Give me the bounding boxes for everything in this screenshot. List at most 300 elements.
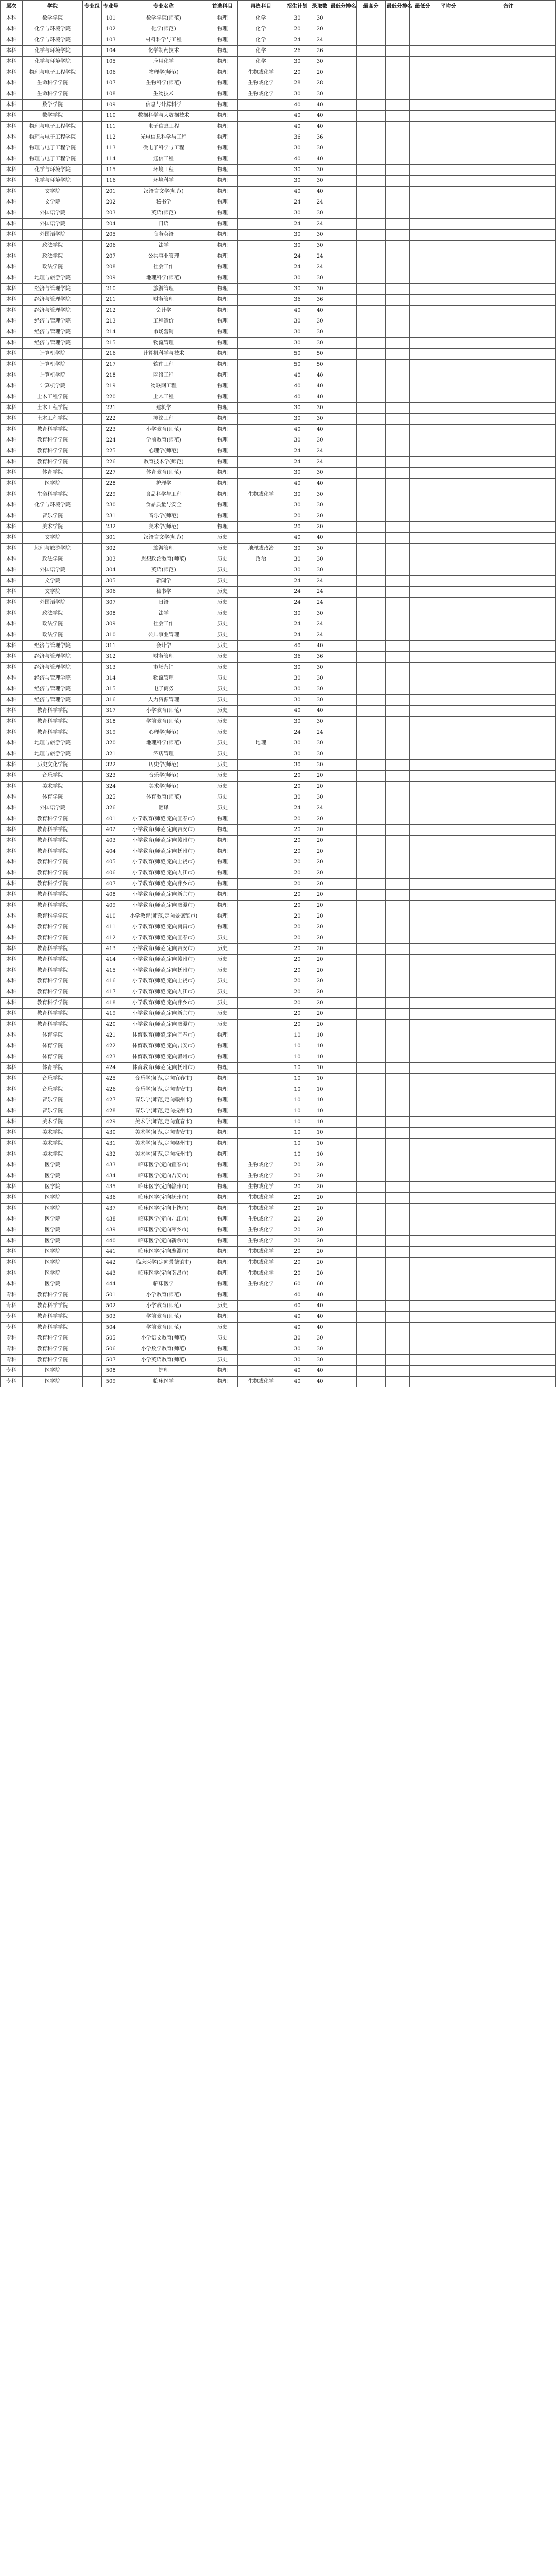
cell-level: 本科 — [1, 154, 23, 165]
cell-min-score — [409, 435, 436, 446]
cell-level: 本科 — [1, 695, 23, 706]
cell-max-score — [357, 251, 386, 262]
cell-max-score — [357, 868, 386, 879]
cell-plan: 10 — [284, 1117, 310, 1128]
cell-major-code: 430 — [101, 1128, 120, 1139]
cell-max-score — [357, 338, 386, 349]
cell-level: 本科 — [1, 262, 23, 273]
cell-major-code: 441 — [101, 1247, 120, 1258]
cell-avg-score — [436, 890, 461, 901]
cell-min-score — [409, 57, 436, 67]
cell-major-name: 环境科学 — [120, 176, 207, 187]
cell-secondary-subject — [238, 349, 284, 360]
cell-college: 医学院 — [22, 1204, 83, 1214]
cell-remarks — [461, 327, 556, 338]
cell-min-rank — [329, 35, 356, 46]
cell-major-code: 501 — [101, 1290, 120, 1301]
cell-remarks — [461, 879, 556, 890]
cell-remarks — [461, 565, 556, 576]
cell-primary-subject: 物理 — [207, 511, 238, 522]
cell-primary-subject: 历史 — [207, 684, 238, 695]
cell-major-code: 103 — [101, 35, 120, 46]
cell-plan: 40 — [284, 1290, 310, 1301]
cell-major-name: 小学教育(师范,定向九江市) — [120, 987, 207, 998]
cell-college: 教育科学学院 — [22, 911, 83, 922]
cell-major-name: 汉语言文学(师范) — [120, 187, 207, 197]
cell-level: 专科 — [1, 1301, 23, 1312]
cell-primary-subject: 历史 — [207, 695, 238, 706]
cell-min-rank — [329, 1193, 356, 1204]
cell-major-name: 临床医学(定向上饶市) — [120, 1204, 207, 1214]
cell-remarks — [461, 13, 556, 24]
cell-group — [83, 911, 101, 922]
cell-major-code: 442 — [101, 1258, 120, 1268]
cell-plan: 30 — [284, 241, 310, 251]
cell-major-name: 小学教育(师范) — [120, 1290, 207, 1301]
cell-level: 本科 — [1, 684, 23, 695]
cell-min-score — [409, 316, 436, 327]
cell-admitted: 30 — [310, 544, 329, 554]
cell-secondary-subject — [238, 251, 284, 262]
cell-major-code: 402 — [101, 825, 120, 836]
cell-min-rank — [329, 67, 356, 78]
cell-remarks — [461, 1117, 556, 1128]
cell-secondary-subject — [238, 446, 284, 457]
cell-major-code: 407 — [101, 879, 120, 890]
cell-major-code: 217 — [101, 360, 120, 370]
cell-major-name: 美术学(师范) — [120, 522, 207, 533]
cell-primary-subject: 物理 — [207, 425, 238, 435]
cell-max-score — [357, 1063, 386, 1074]
table-row — [1, 933, 556, 944]
cell-primary-subject: 物理 — [207, 241, 238, 251]
cell-level: 本科 — [1, 1182, 23, 1193]
cell-avg-score — [436, 1084, 461, 1095]
cell-secondary-subject: 生物或化学 — [238, 1225, 284, 1236]
cell-remarks — [461, 187, 556, 197]
cell-group — [83, 803, 101, 814]
cell-min-score — [409, 1225, 436, 1236]
cell-secondary-subject — [238, 727, 284, 738]
cell-major-code: 427 — [101, 1095, 120, 1106]
cell-remarks — [461, 435, 556, 446]
cell-major-code: 411 — [101, 922, 120, 933]
cell-min-rank-2 — [385, 403, 409, 414]
cell-min-score — [409, 1041, 436, 1052]
cell-remarks — [461, 1193, 556, 1204]
cell-secondary-subject — [238, 360, 284, 370]
cell-primary-subject: 物理 — [207, 1128, 238, 1139]
cell-primary-subject: 物理 — [207, 111, 238, 122]
cell-group — [83, 370, 101, 381]
cell-min-rank-2 — [385, 1063, 409, 1074]
cell-remarks — [461, 944, 556, 955]
cell-secondary-subject — [238, 641, 284, 652]
cell-min-rank-2 — [385, 165, 409, 176]
cell-max-score — [357, 1020, 386, 1030]
cell-primary-subject: 历史 — [207, 630, 238, 641]
cell-secondary-subject: 生物或化学 — [238, 1204, 284, 1214]
cell-remarks — [461, 1204, 556, 1214]
cell-admitted: 10 — [310, 1117, 329, 1128]
cell-secondary-subject — [238, 944, 284, 955]
cell-secondary-subject — [238, 782, 284, 792]
cell-group — [83, 511, 101, 522]
cell-max-score — [357, 792, 386, 803]
cell-plan: 60 — [284, 1279, 310, 1290]
cell-plan: 20 — [284, 511, 310, 522]
cell-secondary-subject: 化学 — [238, 57, 284, 67]
cell-plan: 20 — [284, 1171, 310, 1182]
cell-min-rank-2 — [385, 684, 409, 695]
cell-min-rank-2 — [385, 825, 409, 836]
cell-primary-subject: 物理 — [207, 349, 238, 360]
cell-min-rank — [329, 1030, 356, 1041]
cell-min-rank — [329, 1128, 356, 1139]
cell-plan: 20 — [284, 1193, 310, 1204]
cell-remarks — [461, 1214, 556, 1225]
cell-group — [83, 684, 101, 695]
cell-primary-subject: 物理 — [207, 46, 238, 57]
cell-college: 计算机学院 — [22, 349, 83, 360]
cell-plan: 24 — [284, 457, 310, 468]
cell-min-rank — [329, 879, 356, 890]
cell-remarks — [461, 587, 556, 598]
table-row — [1, 554, 556, 565]
cell-major-name: 物理学(师范) — [120, 67, 207, 78]
cell-min-rank — [329, 78, 356, 89]
cell-plan: 24 — [284, 619, 310, 630]
cell-group — [83, 1214, 101, 1225]
cell-max-score — [357, 836, 386, 846]
cell-min-rank-2 — [385, 1312, 409, 1323]
cell-admitted: 30 — [310, 760, 329, 771]
cell-min-score — [409, 100, 436, 111]
cell-secondary-subject — [238, 857, 284, 868]
cell-college: 物理与电子工程学院 — [22, 143, 83, 154]
cell-college: 体育学院 — [22, 1041, 83, 1052]
cell-primary-subject: 物理 — [207, 911, 238, 922]
cell-major-name: 心理学(师范) — [120, 727, 207, 738]
cell-major-name: 体育教育(师范) — [120, 468, 207, 479]
cell-level: 本科 — [1, 414, 23, 425]
table-row — [1, 803, 556, 814]
cell-primary-subject: 物理 — [207, 1052, 238, 1063]
cell-max-score — [357, 468, 386, 479]
cell-primary-subject: 历史 — [207, 1009, 238, 1020]
cell-secondary-subject — [238, 987, 284, 998]
cell-major-name: 音乐学(师范,定向抚州市) — [120, 1106, 207, 1117]
cell-admitted: 30 — [310, 13, 329, 24]
cell-min-rank-2 — [385, 1204, 409, 1214]
cell-min-rank — [329, 1095, 356, 1106]
cell-plan: 20 — [284, 1182, 310, 1193]
cell-primary-subject: 物理 — [207, 187, 238, 197]
cell-major-code: 506 — [101, 1344, 120, 1355]
table-row — [1, 836, 556, 846]
cell-max-score — [357, 306, 386, 316]
cell-admitted: 40 — [310, 100, 329, 111]
cell-min-rank-2 — [385, 1160, 409, 1171]
cell-min-rank-2 — [385, 890, 409, 901]
table-row — [1, 1160, 556, 1171]
cell-major-code: 219 — [101, 381, 120, 392]
cell-min-rank-2 — [385, 1225, 409, 1236]
cell-major-name: 历史学(师范) — [120, 760, 207, 771]
cell-min-rank-2 — [385, 738, 409, 749]
table-row — [1, 1344, 556, 1355]
cell-remarks — [461, 500, 556, 511]
cell-primary-subject: 历史 — [207, 933, 238, 944]
cell-secondary-subject — [238, 1344, 284, 1355]
cell-secondary-subject — [238, 803, 284, 814]
cell-avg-score — [436, 738, 461, 749]
cell-group — [83, 879, 101, 890]
cell-college: 物理与电子工程学院 — [22, 132, 83, 143]
cell-plan: 20 — [284, 965, 310, 976]
table-row — [1, 955, 556, 965]
cell-plan: 20 — [284, 782, 310, 792]
cell-max-score — [357, 500, 386, 511]
cell-primary-subject: 历史 — [207, 598, 238, 608]
cell-admitted: 20 — [310, 922, 329, 933]
cell-min-score — [409, 576, 436, 587]
cell-max-score — [357, 57, 386, 67]
header-remarks: 备注 — [461, 1, 556, 13]
cell-major-code: 228 — [101, 479, 120, 489]
cell-avg-score — [436, 381, 461, 392]
cell-major-name: 临床医学(定向九江市) — [120, 1214, 207, 1225]
cell-major-name: 体育教育(师范,定向抚州市) — [120, 1063, 207, 1074]
cell-group — [83, 771, 101, 782]
cell-max-score — [357, 1279, 386, 1290]
cell-plan: 30 — [284, 673, 310, 684]
cell-max-score — [357, 1117, 386, 1128]
cell-college: 教育科学学院 — [22, 890, 83, 901]
cell-primary-subject: 物理 — [207, 1106, 238, 1117]
cell-min-score — [409, 1355, 436, 1366]
cell-plan: 30 — [284, 230, 310, 241]
cell-level: 专科 — [1, 1312, 23, 1323]
cell-remarks — [461, 468, 556, 479]
cell-min-rank — [329, 1139, 356, 1149]
cell-admitted: 40 — [310, 1290, 329, 1301]
cell-level: 本科 — [1, 814, 23, 825]
cell-max-score — [357, 111, 386, 122]
cell-min-rank-2 — [385, 760, 409, 771]
cell-min-rank — [329, 100, 356, 111]
cell-major-name: 心理学(师范) — [120, 446, 207, 457]
cell-primary-subject: 物理 — [207, 295, 238, 306]
cell-secondary-subject: 地理 — [238, 738, 284, 749]
cell-admitted: 40 — [310, 641, 329, 652]
cell-max-score — [357, 1171, 386, 1182]
cell-min-rank-2 — [385, 1041, 409, 1052]
cell-plan: 40 — [284, 154, 310, 165]
cell-secondary-subject — [238, 219, 284, 230]
cell-min-rank-2 — [385, 1258, 409, 1268]
cell-avg-score — [436, 262, 461, 273]
cell-level: 本科 — [1, 165, 23, 176]
cell-remarks — [461, 738, 556, 749]
cell-major-code: 206 — [101, 241, 120, 251]
cell-group — [83, 922, 101, 933]
cell-admitted: 20 — [310, 868, 329, 879]
cell-primary-subject: 物理 — [207, 1377, 238, 1387]
cell-avg-score — [436, 598, 461, 608]
cell-major-code: 115 — [101, 165, 120, 176]
cell-avg-score — [436, 143, 461, 154]
cell-min-rank — [329, 619, 356, 630]
cell-min-rank — [329, 868, 356, 879]
table-body — [1, 13, 556, 1387]
cell-major-code: 303 — [101, 554, 120, 565]
cell-avg-score — [436, 1366, 461, 1377]
cell-level: 本科 — [1, 111, 23, 122]
cell-major-name: 会计学 — [120, 641, 207, 652]
cell-primary-subject: 物理 — [207, 457, 238, 468]
cell-major-name: 小学教育(师范,定向宜春市) — [120, 933, 207, 944]
cell-group — [83, 1128, 101, 1139]
cell-major-name: 旅游管理 — [120, 544, 207, 554]
cell-secondary-subject: 生物或化学 — [238, 67, 284, 78]
cell-level: 本科 — [1, 122, 23, 132]
cell-min-score — [409, 1301, 436, 1312]
cell-major-name: 财务管理 — [120, 652, 207, 663]
cell-min-score — [409, 1139, 436, 1149]
cell-max-score — [357, 13, 386, 24]
table-row — [1, 78, 556, 89]
cell-min-rank-2 — [385, 154, 409, 165]
cell-remarks — [461, 446, 556, 457]
cell-primary-subject: 物理 — [207, 370, 238, 381]
cell-primary-subject: 物理 — [207, 1030, 238, 1041]
cell-admitted: 30 — [310, 695, 329, 706]
cell-college: 医学院 — [22, 1236, 83, 1247]
cell-remarks — [461, 684, 556, 695]
cell-secondary-subject — [238, 1149, 284, 1160]
cell-college: 体育学院 — [22, 1063, 83, 1074]
cell-group — [83, 1290, 101, 1301]
cell-avg-score — [436, 608, 461, 619]
cell-plan: 20 — [284, 836, 310, 846]
cell-min-score — [409, 1063, 436, 1074]
cell-min-rank-2 — [385, 998, 409, 1009]
table-row — [1, 122, 556, 132]
table-row — [1, 1355, 556, 1366]
cell-secondary-subject: 化学 — [238, 13, 284, 24]
cell-level: 本科 — [1, 78, 23, 89]
cell-group — [83, 1258, 101, 1268]
cell-min-score — [409, 619, 436, 630]
cell-min-rank-2 — [385, 814, 409, 825]
cell-plan: 30 — [284, 608, 310, 619]
cell-primary-subject: 物理 — [207, 262, 238, 273]
cell-primary-subject: 物理 — [207, 57, 238, 67]
cell-max-score — [357, 457, 386, 468]
cell-level: 本科 — [1, 327, 23, 338]
cell-avg-score — [436, 230, 461, 241]
cell-plan: 40 — [284, 100, 310, 111]
table-row — [1, 695, 556, 706]
table-row — [1, 1366, 556, 1377]
cell-min-rank — [329, 533, 356, 544]
cell-remarks — [461, 89, 556, 100]
cell-major-name: 土木工程 — [120, 392, 207, 403]
cell-primary-subject: 物理 — [207, 1204, 238, 1214]
cell-min-score — [409, 868, 436, 879]
table-row — [1, 1149, 556, 1160]
table-row — [1, 608, 556, 619]
cell-level: 本科 — [1, 1117, 23, 1128]
table-row — [1, 154, 556, 165]
cell-admitted: 40 — [310, 1312, 329, 1323]
cell-plan: 30 — [284, 565, 310, 576]
cell-college: 经济与管理学院 — [22, 663, 83, 673]
cell-min-rank-2 — [385, 35, 409, 46]
cell-secondary-subject — [238, 457, 284, 468]
cell-min-rank-2 — [385, 1323, 409, 1333]
cell-group — [83, 479, 101, 489]
cell-min-score — [409, 111, 436, 122]
cell-remarks — [461, 1030, 556, 1041]
cell-avg-score — [436, 1149, 461, 1160]
cell-min-rank — [329, 187, 356, 197]
cell-max-score — [357, 219, 386, 230]
table-row — [1, 1052, 556, 1063]
cell-level: 本科 — [1, 1225, 23, 1236]
cell-group — [83, 987, 101, 998]
table-row — [1, 1171, 556, 1182]
table-row — [1, 208, 556, 219]
cell-max-score — [357, 727, 386, 738]
cell-college: 文学院 — [22, 533, 83, 544]
table-row — [1, 1106, 556, 1117]
cell-plan: 30 — [284, 717, 310, 727]
cell-primary-subject: 历史 — [207, 792, 238, 803]
cell-major-code: 308 — [101, 608, 120, 619]
cell-max-score — [357, 165, 386, 176]
cell-group — [83, 1323, 101, 1333]
cell-min-score — [409, 879, 436, 890]
cell-min-rank-2 — [385, 1009, 409, 1020]
cell-admitted: 20 — [310, 987, 329, 998]
cell-college: 经济与管理学院 — [22, 306, 83, 316]
cell-plan: 20 — [284, 955, 310, 965]
cell-avg-score — [436, 922, 461, 933]
cell-major-name: 小学教育(师范,定向抚州市) — [120, 846, 207, 857]
cell-plan: 10 — [284, 1063, 310, 1074]
cell-group — [83, 457, 101, 468]
table-row — [1, 1020, 556, 1030]
cell-level: 本科 — [1, 825, 23, 836]
cell-min-rank — [329, 565, 356, 576]
cell-level: 本科 — [1, 219, 23, 230]
cell-remarks — [461, 814, 556, 825]
cell-secondary-subject — [238, 814, 284, 825]
cell-avg-score — [436, 727, 461, 738]
cell-college: 教育科学学院 — [22, 944, 83, 955]
cell-max-score — [357, 154, 386, 165]
cell-max-score — [357, 1041, 386, 1052]
cell-max-score — [357, 1193, 386, 1204]
cell-avg-score — [436, 403, 461, 414]
cell-max-score — [357, 349, 386, 360]
cell-max-score — [357, 987, 386, 998]
cell-remarks — [461, 1128, 556, 1139]
table-row — [1, 1312, 556, 1323]
cell-major-name: 临床医学(定向鹰潭市) — [120, 1247, 207, 1258]
